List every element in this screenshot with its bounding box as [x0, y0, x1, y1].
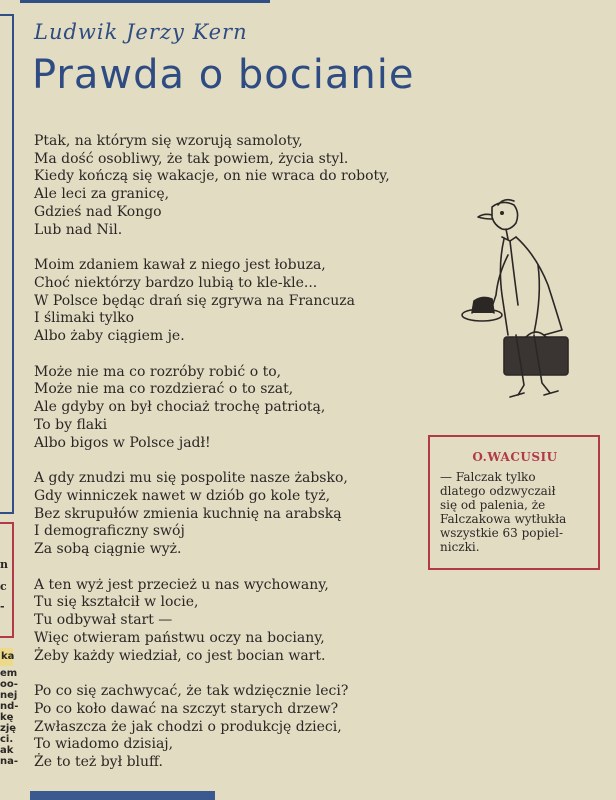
poem-line: Ptak, na którym się wzorują samoloty, — [34, 133, 303, 149]
poem-line: Choć niektórzy bardzo lubią to kle-kle... — [34, 274, 318, 291]
poem-line: Może nie ma co rozróby robić o to, — [34, 363, 282, 380]
box-title: O.WACUSIU — [472, 450, 558, 464]
box-line: niczki. — [440, 540, 480, 554]
left-column-fragment: oo- — [0, 679, 18, 690]
poem-title: Prawda o bocianie — [32, 52, 415, 98]
poem-line: Albo bigos w Polsce jadł! — [34, 434, 211, 451]
left-box-fragment: c — [0, 580, 7, 593]
stanza — [34, 364, 434, 453]
box-body — [440, 470, 590, 554]
poem-line: Po co koło dawać na szczyt starych drzew? — [34, 700, 339, 717]
left-box-fragment: n — [0, 558, 8, 571]
stanza — [34, 683, 434, 772]
left-column-fragment: ak — [0, 745, 14, 756]
poem-line: Moim zdaniem kawał z niego jest łobuza, — [34, 257, 326, 274]
left-column-fragment: ci. — [0, 734, 14, 745]
poem-line: To by flaki — [34, 416, 108, 433]
poem-line: W Polsce będąc drań się zgrywa na Francuza — [34, 292, 355, 309]
left-column-fragment: na- — [0, 756, 19, 767]
poem-line: Ale leci za granicę, — [34, 186, 170, 203]
left-column-fragment: nej — [0, 690, 18, 701]
stanza — [34, 257, 434, 346]
poem-line: Lub nad Nil. — [34, 221, 123, 238]
left-highlight-text: ka — [1, 651, 15, 662]
poem-line: Tu odbywał start — — [34, 612, 173, 629]
left-box-fragment: - — [0, 600, 5, 613]
poem-line: A gdy znudzi mu się pospolite nasze żabsko, — [34, 470, 348, 487]
box-line: — Falczak tylko — [440, 470, 536, 484]
poem-line: To wiadomo dzisiaj, — [34, 736, 174, 753]
poem-line: I demograficzny swój — [34, 523, 185, 540]
poem-line: Żeby każdy wiedział, co jest bocian wart. — [34, 647, 326, 664]
box-line: się od palenia, że — [440, 498, 546, 512]
poem-body — [34, 133, 434, 790]
left-column-fragment: nd- — [0, 701, 19, 712]
poem-line: Za sobą ciągnie wyż. — [34, 541, 182, 558]
man-with-suitcase-illustration — [458, 195, 583, 415]
stanza — [34, 577, 434, 666]
left-column-fragment: kę — [0, 712, 14, 723]
left-column-fragment: em — [0, 668, 18, 679]
poem-line: Może nie ma co rozdzierać o to szat, — [34, 381, 294, 398]
poem-line: Ma dość osobliwy, że tak powiem, życia styl. — [34, 150, 349, 167]
poem-line: Zwłaszcza że jak chodzi o produkcję dzieci, — [34, 718, 342, 735]
poem-line: I ślimaki tylko — [34, 310, 135, 327]
poem-line: Że to też był bluff. — [34, 754, 163, 771]
o-wacusiu-box — [428, 435, 600, 570]
poem-line: Więc otwieram państwu oczy na bociany, — [34, 629, 325, 646]
left-column-frame — [0, 14, 14, 514]
left-red-box — [0, 522, 14, 638]
poem-line: A ten wyż jest przecież u nas wychowany, — [34, 576, 329, 593]
poem-line: Gdzieś nad Kongo — [34, 203, 162, 220]
left-fragments — [0, 668, 19, 767]
box-line: Falczakowa wytłukła — [440, 512, 567, 526]
box-line: dlatego odzwyczaił — [440, 484, 556, 498]
box-line: wszystkie 63 popiel- — [440, 526, 564, 540]
poem-line: Tu się kształcił w locie, — [34, 594, 199, 611]
author-name: Ludwik Jerzy Kern — [34, 20, 248, 44]
poem-line: Kiedy kończą się wakacje, on nie wraca do roboty, — [34, 168, 390, 185]
poem-line: Ale gdyby on był chociaż trochę patriotą, — [34, 399, 326, 416]
stanza — [34, 470, 434, 559]
stanza — [34, 133, 434, 239]
top-rule — [20, 0, 270, 3]
poem-line: Albo żaby ciągiem je. — [34, 328, 185, 345]
poem-line: Bez skrupułów zmienia kuchnię na arabską — [34, 505, 342, 522]
left-highlight — [0, 648, 13, 666]
left-column-fragment: zję — [0, 723, 17, 734]
poem-line: Po co się zachwycać, że tak wdzięcznie leci? — [34, 683, 349, 700]
bottom-rule — [30, 791, 215, 800]
poem-line: Gdy winniczek nawet w dziób go kole tyż, — [34, 487, 331, 504]
